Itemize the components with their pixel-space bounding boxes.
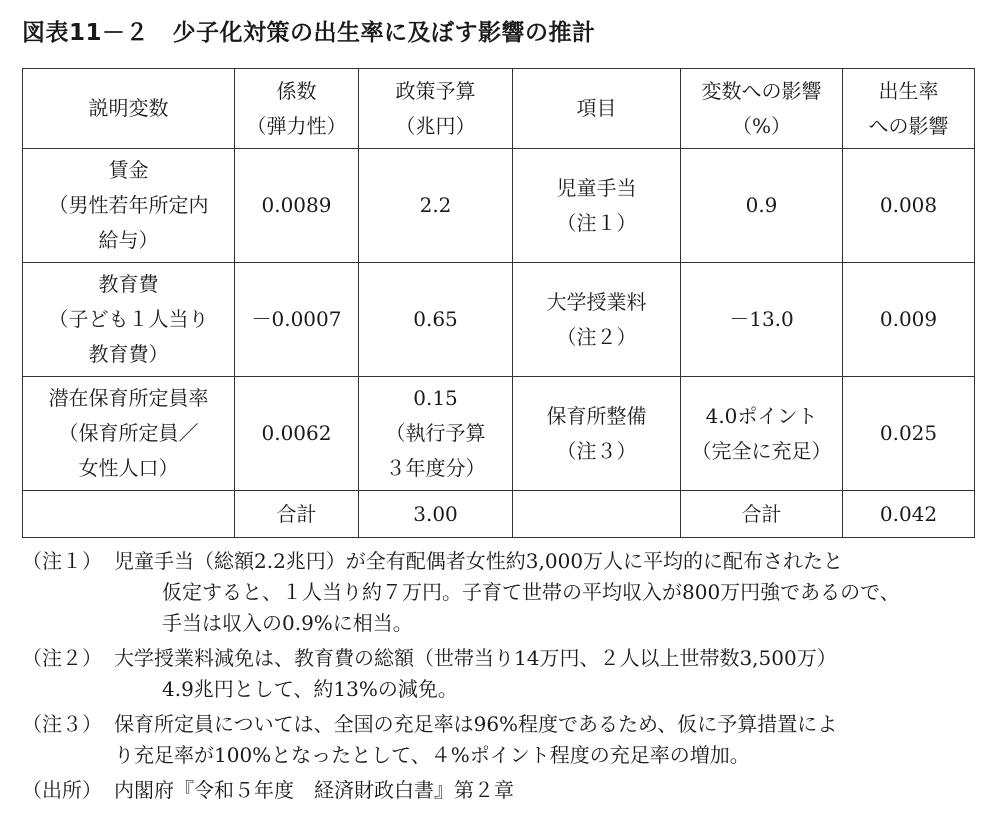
cell-budget: 0.65 xyxy=(359,263,513,377)
estimate-table xyxy=(22,68,975,538)
table-row-education xyxy=(23,263,975,377)
cell-variable: 賃金 （男性若年所定内 給与） xyxy=(23,149,235,263)
header-row xyxy=(23,69,975,149)
note-label: （注１） xyxy=(22,549,102,573)
note-body: 保育所定員については、全国の充足率は96%程度であるため、仮に予算措置によ り充足率が100%となったとして、４%ポイント程度の充足率の増加。 xyxy=(114,712,838,767)
header-cell-birth-rate: 出生率 への影響 xyxy=(843,69,975,149)
cell-coef: 0.0062 xyxy=(235,377,359,491)
note-3 xyxy=(22,709,982,771)
cell-budget: 2.2 xyxy=(359,149,513,263)
note-1 xyxy=(22,546,982,639)
note-label: （注３） xyxy=(22,712,102,736)
total-label: 合計 xyxy=(681,491,843,538)
header-cell-variable: 説明変数 xyxy=(23,69,235,149)
cell-birth-rate: 0.025 xyxy=(843,377,975,491)
cell-effect: －13.0 xyxy=(681,263,843,377)
cell-coef: －0.0007 xyxy=(235,263,359,377)
header-cell-coef: 係数 （弾力性） xyxy=(235,69,359,149)
cell-item: 児童手当 （注１） xyxy=(513,149,681,263)
total-budget: 3.00 xyxy=(359,491,513,538)
table-row-nursery xyxy=(23,377,975,491)
header-cell-item: 項目 xyxy=(513,69,681,149)
cell-variable: 潜在保育所定員率 （保育所定員／ 女性人口） xyxy=(23,377,235,491)
figure-title: 図表11－２ 少子化対策の出生率に及ぼす影響の推計 xyxy=(22,20,596,46)
total-label: 合計 xyxy=(235,491,359,538)
source-label: （出所） xyxy=(22,778,102,802)
cell-empty xyxy=(23,491,235,538)
note-2 xyxy=(22,643,982,705)
cell-birth-rate: 0.008 xyxy=(843,149,975,263)
cell-item: 保育所整備 （注３） xyxy=(513,377,681,491)
cell-item: 大学授業料 （注２） xyxy=(513,263,681,377)
header-cell-budget: 政策予算 （兆円） xyxy=(359,69,513,149)
cell-coef: 0.0089 xyxy=(235,149,359,263)
cell-birth-rate: 0.009 xyxy=(843,263,975,377)
note-body: 児童手当（総額2.2兆円）が全有配偶者女性約3,000万人に平均的に配布されたと 仮定すると、１人当り約７万円。子育て世帯の平均収入が800万円強であるので、 手当は収入の0.9%に相当。 xyxy=(114,549,900,635)
notes-section xyxy=(22,546,982,810)
cell-budget: 0.15 （執行予算 ３年度分） xyxy=(359,377,513,491)
note-label: （注２） xyxy=(22,646,102,670)
cell-empty xyxy=(513,491,681,538)
total-birth-rate: 0.042 xyxy=(843,491,975,538)
source-body: 内閣府『令和５年度 経済財政白書』第２章 xyxy=(114,778,514,802)
note-body: 大学授業料減免は、教育費の総額（世帯当り14万円、２人以上世帯数3,500万） 4.9兆円として、約13%の減免。 xyxy=(114,646,837,701)
table-row-wage xyxy=(23,149,975,263)
header-cell-effect: 変数への影響 （%） xyxy=(681,69,843,149)
cell-effect: 0.9 xyxy=(681,149,843,263)
cell-variable: 教育費 （子ども１人当り 教育費） xyxy=(23,263,235,377)
total-row xyxy=(23,491,975,538)
cell-effect: 4.0ポイント （完全に充足） xyxy=(681,377,843,491)
source-note xyxy=(22,775,982,806)
